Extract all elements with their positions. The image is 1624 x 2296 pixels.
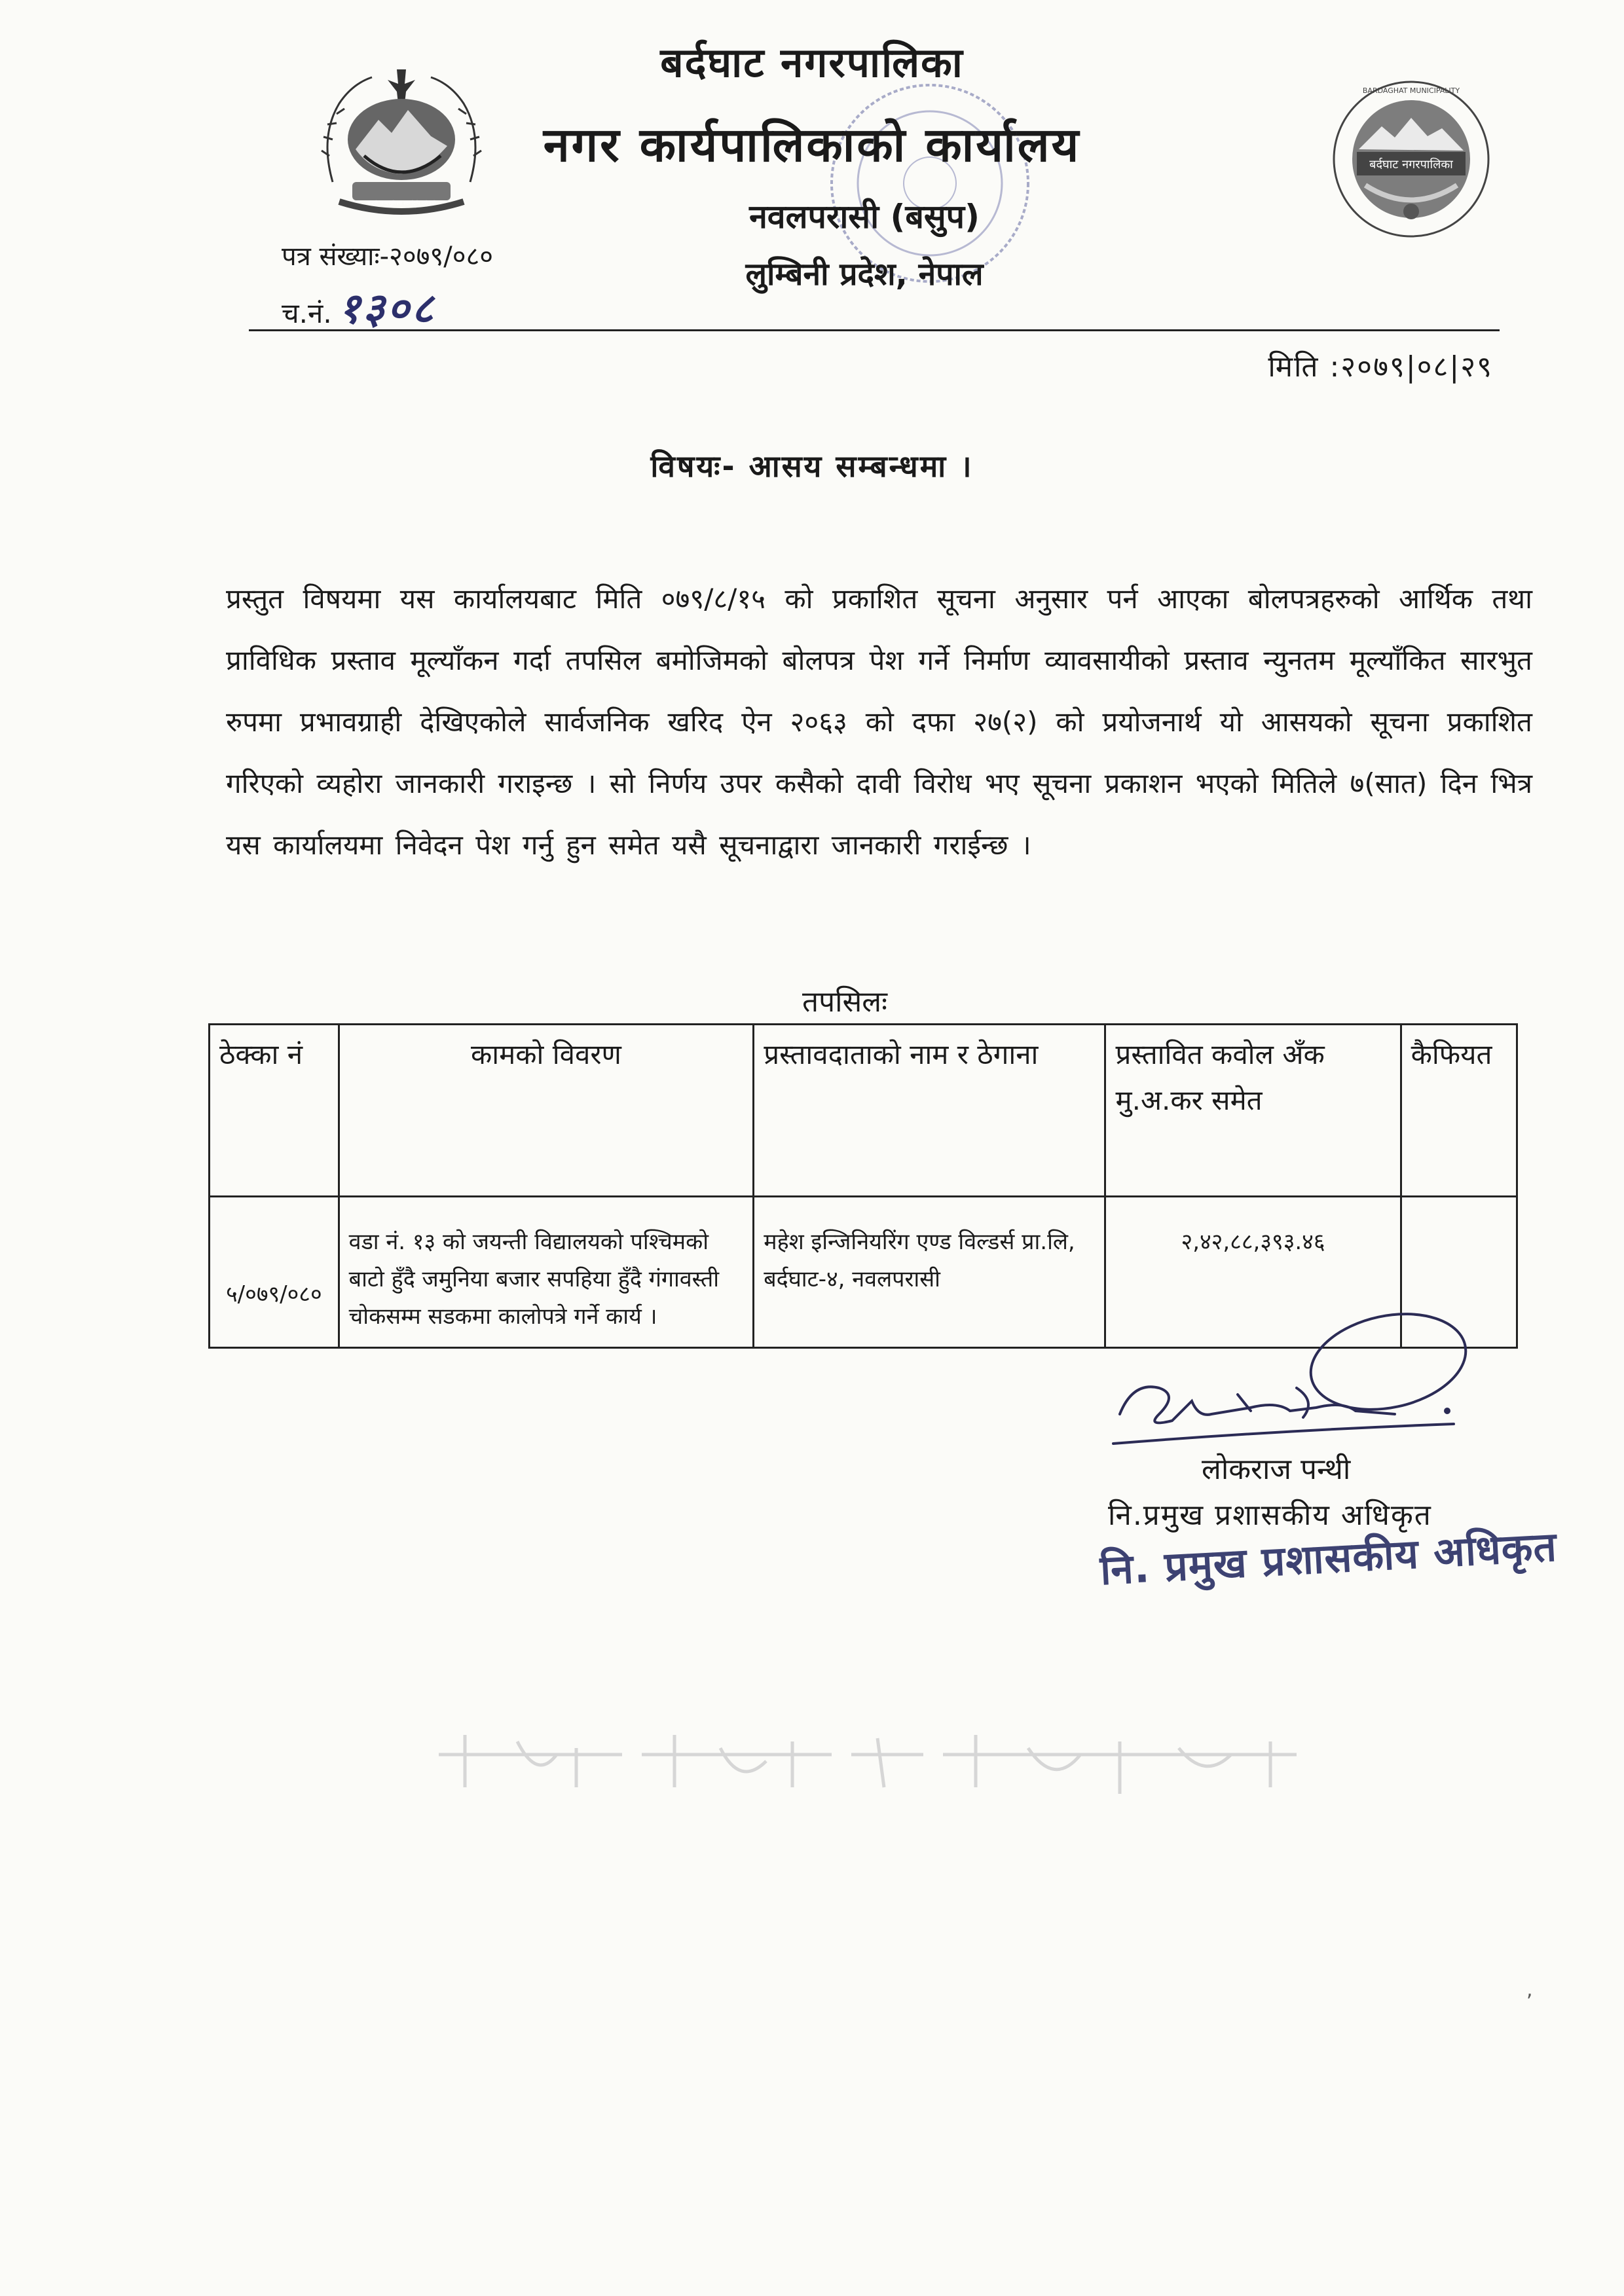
dispatch-number: १३०८: [338, 284, 436, 333]
cell-bidder: महेश इन्जिनियरिंग एण्ड विल्डर्स प्रा.लि, बर्दघाट-४, नवलपरासी: [754, 1197, 1105, 1348]
header-divider: [249, 329, 1500, 331]
municipality-logo-text: बर्दघाट नगरपालिका: [1369, 158, 1453, 172]
letter-date: मिति :२०७९|०८|२९: [1268, 350, 1493, 384]
details-label: तपसिलः: [802, 985, 887, 1019]
municipality-name: बर्दघाट नगरपालिका: [660, 39, 964, 86]
cell-contract-no: ५/०७९/०८०: [210, 1197, 339, 1348]
letter-number: पत्र संख्याः-२०७९/०८०: [282, 242, 494, 272]
corner-mark: ,: [1526, 1978, 1533, 2001]
letter-subject: विषयः- आसय सम्बन्धमा ।: [650, 448, 974, 484]
district-name: नवलपरासी (बसुप): [749, 198, 980, 236]
dispatch-number-line: [282, 278, 436, 335]
municipality-logo-ring-text: BARDAGHAT MUNICIPALITY: [1362, 86, 1460, 95]
bleed-through-marks: [426, 1715, 1310, 1807]
header-amount: प्रस्तावित कवोल अँक मु.अ.कर समेत: [1105, 1025, 1401, 1197]
cell-description: वडा नं. १३ को जयन्ती विद्यालयको पश्चिमको बाटो हुँदै जमुनिया बजार सपहिया हुँदै गंगावस्ती चोकसम्म सडकमा कालोपत्रे गर्ने कार्य ।: [339, 1197, 754, 1348]
emblem-ribbon-text: जननी जन्मभूमिश्च स्वर्गादपि गरीयसी: [367, 200, 436, 206]
table-header-row: [210, 1025, 1517, 1197]
header-description: कामको विवरण: [339, 1025, 754, 1197]
header-remarks: कैफियत: [1401, 1025, 1517, 1197]
dispatch-label: च.नं.: [282, 297, 332, 329]
letter-body: प्रस्तुत विषयमा यस कार्यालयबाट मिति ०७९/८/१५ को प्रकाशित सूचना अनुसार पर्न आएका बोलपत्रहरुको आर्थिक तथा प्राविधिक प्रस्ताव मूल्याँकन गर्दा तपसिल बमोजिमको बोलपत्र पेश गर्ने निर्माण व्यावसायीको प्रस्ताव न्युनतम मूल्याँकित सारभुत रुपमा प्रभावग्राही देखिएकोले सार्वजनिक खरिद ऐन २०६३ को दफा २७(२) को प्रयोजनार्थ यो आसयको सूचना प्रकाशित गरिएको व्यहोरा जानकारी गराइन्छ । सो निर्णय उपर कसैको दावी विरोध भए सूचना प्रकाशन भएको मितिले ७(सात) दिन भित्र यस कार्यालयमा निवेदन पेश गर्नु हुन समेत यसै सूचनाद्वारा जानकारी गराईन्छ ।: [226, 583, 1532, 861]
office-name: नगर कार्यपालिकाको कार्यालय: [543, 117, 1081, 172]
signatory-name: लोकराज पन्थी: [1202, 1453, 1351, 1486]
bid-table: [208, 1023, 1518, 1349]
header-bidder: प्रस्तावदाताको नाम र ठेगाना: [754, 1025, 1105, 1197]
province-name: लुम्बिनी प्रदेश, नेपाल: [745, 256, 984, 293]
signatory-title: नि.प्रमुख प्रशासकीय अधिकृत: [1108, 1499, 1432, 1532]
signatory-stamp: नि. प्रमुख प्रशासकीय अधिकृत: [1099, 1522, 1559, 1594]
cell-amount: २,४२,८८,३९३.४६: [1105, 1197, 1401, 1348]
handwritten-signature: [1080, 1303, 1493, 1473]
header-contract-no: ठेक्का नं: [210, 1025, 339, 1197]
